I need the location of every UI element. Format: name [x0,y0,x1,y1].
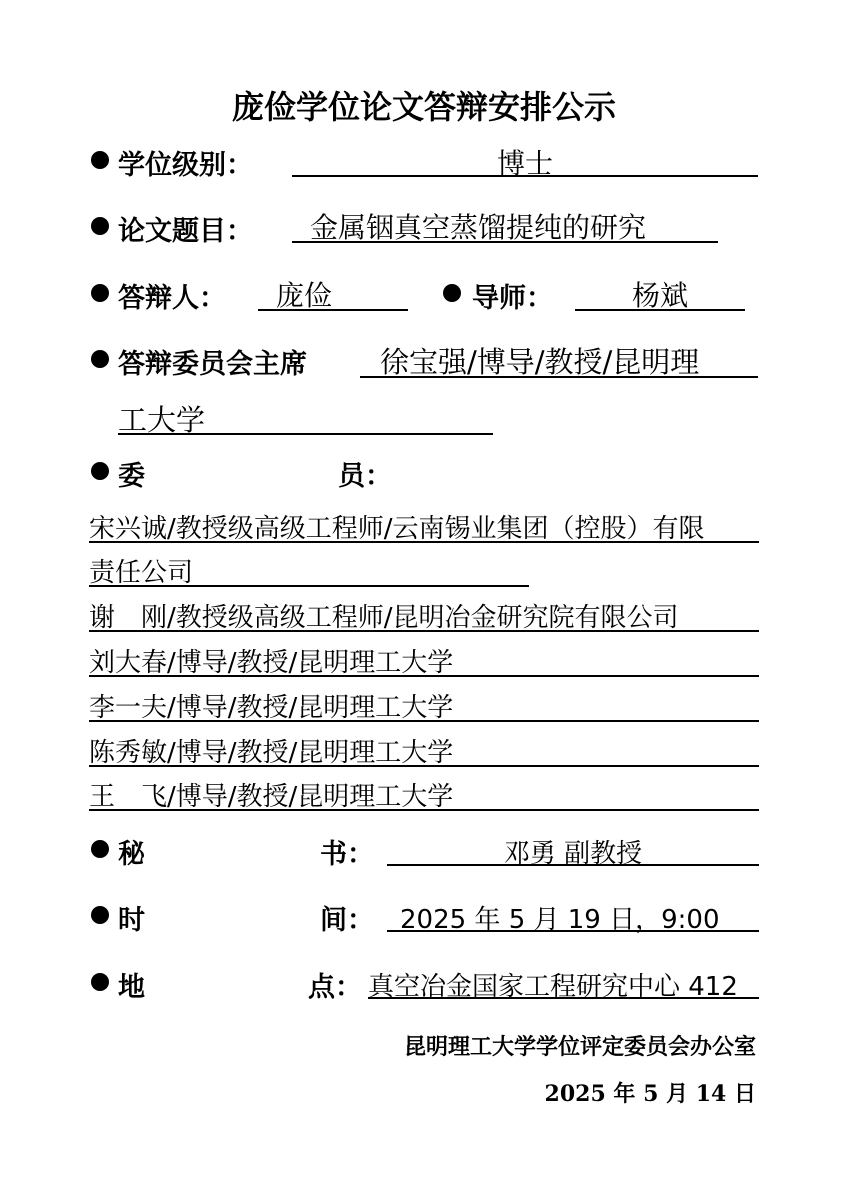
member-line: 责任公司 [89,558,194,588]
secretary-value: 邓勇 副教授 [503,839,643,869]
member-underline [89,585,529,587]
advisor-label: 导师： [472,283,553,314]
page-title: 庞俭学位论文答辩安排公示 [231,88,616,126]
chair-value-line2: 工大学 [118,403,206,437]
degree-label: 学位级别： [118,150,253,181]
issue-date: 2025 年 5 月 14 日 [544,1081,756,1107]
member-line: 刘大春/博导/教授/昆明理工大学 [89,648,454,678]
advisor-value: 杨斌 [631,279,688,312]
bullet-icon [91,462,109,480]
member-line: 宋兴诚/教授级高级工程师/云南锡业集团（控股）有限 [89,514,705,544]
member-line: 谢 刚/教授级高级工程师/昆明冶金研究院有限公司 [89,603,679,633]
bullet-icon [91,217,109,235]
member-underline [89,630,759,632]
issuing-office: 昆明理工大学学位评定委员会办公室 [403,1034,756,1060]
bullet-icon [91,284,109,302]
time-value: 2025 年 5 月 19 日，9:00 [400,905,720,935]
place-label-right: 点： [308,972,362,1003]
bullet-icon [91,906,109,924]
member-line: 李一夫/博导/教授/昆明理工大学 [89,693,454,723]
chair-label: 答辩委员会主席 [118,349,307,380]
chair-underline-2 [118,433,493,435]
bullet-icon [443,284,461,302]
degree-value: 博士 [496,147,553,180]
members-label-left: 委 [118,461,145,492]
member-underline [89,765,759,767]
time-label-left: 时 [118,905,145,936]
thesis-underline [292,241,718,243]
secretary-label-right: 书： [320,839,374,870]
place-value: 真空冶金国家工程研究中心 412 [368,972,738,1002]
advisor-underline [575,309,745,311]
chair-value-line1: 徐宝强/博导/教授/昆明理 [380,345,700,379]
defender-underline [258,309,408,311]
bullet-icon [91,350,109,368]
thesis-label: 论文题目： [118,216,253,247]
member-underline [89,720,759,722]
bullet-icon [91,840,109,858]
secretary-label-left: 秘 [118,839,145,870]
thesis-value: 金属铟真空蒸馏提纯的研究 [310,211,647,244]
member-underline [89,675,759,677]
member-underline [89,809,759,811]
place-label-left: 地 [118,972,145,1003]
degree-underline [292,175,758,177]
secretary-underline [387,864,759,866]
defender-value: 庞俭 [276,279,333,312]
bullet-icon [91,151,109,169]
members-label-right: 员： [338,461,392,492]
member-line: 王 飞/博导/教授/昆明理工大学 [89,782,454,812]
time-underline [387,930,759,932]
chair-underline-1 [360,376,758,378]
defender-label: 答辩人： [118,283,226,314]
place-underline [368,997,759,999]
member-underline [89,541,759,543]
time-label-right: 间： [320,905,374,936]
member-line: 陈秀敏/博导/教授/昆明理工大学 [89,738,454,768]
bullet-icon [91,973,109,991]
